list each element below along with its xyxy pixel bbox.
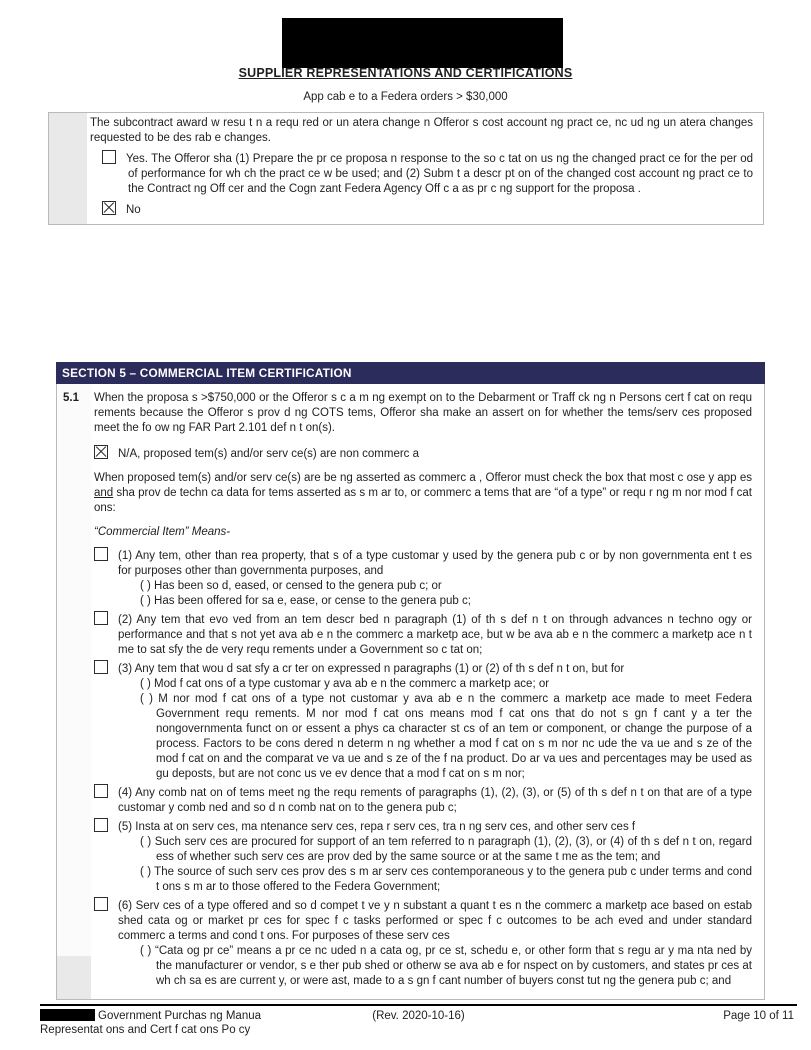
subcontract-intro-text: The subcontract award w resu t n a requ red or un atera change n Offeror s cost account ng pract ce, nc ud ng un atera changes requested to be des rab e changes. (90, 117, 753, 144)
commercial-item-means-label: “Commercial Item” Means- (94, 526, 231, 538)
definition-item-5 (94, 818, 752, 895)
definition-5-sub-2: ( ) The source of such serv ces prov des s m ar serv ces contemporaneous y to the genera pub c under terms and cond t ons s m ar to those offered to the Federa Government; (140, 866, 752, 893)
footer-manual-name: Government Purchas ng Manua (98, 1010, 262, 1022)
checkbox-icon-def4[interactable] (94, 784, 108, 798)
definition-6-text: (6) Serv ces of a type offered and so d compet t ve y n substant a quant t es n the commerc a marketp ace based on estab shed cata og or market pr ces for spec f c tasks performed or spec f c outcomes to be ach eved and under standard commerc a terms and cond t ons. For purposes of these serv ces (118, 900, 752, 942)
definition-2-text: (2) Any tem that evo ved from an tem descr bed n paragraph (1) of th s def n t on through advances n techno ogy or performance and that s not yet ava ab e n the commerc a marketp ace, but w be ava ab e n the commerc a marketp ace n t me to sat sfy the de very requ rements under a Government so c tat on; (118, 614, 752, 656)
definition-item-1 (94, 547, 752, 609)
checkbox-icon-def2[interactable] (94, 611, 108, 625)
definition-item-2 (94, 611, 752, 658)
footer-revision: (Rev. 2020-10-16) (372, 1010, 465, 1022)
na-option-row (94, 445, 752, 462)
definition-3-text: (3) Any tem that wou d sat sfy a cr ter on expressed n paragraphs (1) or (2) of th s def n t on, but for (118, 663, 625, 675)
subcontract-change-box (48, 112, 764, 225)
definition-3-sub-1: ( ) Mod f cat ons of a type customar y ava ab e n the commerc a marketp ace; or (140, 678, 550, 690)
assertion-text-before: When proposed tem(s) and/or serv ce(s) are be ng asserted as commerc a , Offeror must check the box that most c ose y app es (94, 472, 752, 484)
definition-6-sub-1: ( ) “Cata og pr ce” means a pr ce nc uded n a cata og, pr ce st, schedu e, or other form that s regu ar y ma nta ned by the manufacturer or vendor, s e ther pub shed or otherw se ava ab e for nspect on by customers, and states pr ces at wh ch sa es are current y, or were ast, made to a s gn f cant number of buyers const tut ng the genera pub c; and (140, 945, 752, 987)
redaction-block-header (282, 18, 563, 68)
section-5-header: SECTION 5 – COMMERCIAL ITEM CERTIFICATION (56, 362, 765, 384)
definition-1-sub-1: ( ) Has been so d, eased, or censed to the genera pub c; or (140, 580, 442, 592)
option-no-row (90, 201, 753, 218)
option-yes-row (90, 150, 753, 197)
definition-item-3 (94, 660, 752, 782)
empty-number-column (49, 113, 87, 224)
definition-1-sub-2: ( ) Has been offered for sa e, ease, or cense to the genera pub c; (140, 595, 471, 607)
definition-item-4 (94, 784, 752, 816)
clause-5-1-text: When the proposa s >$750,000 or the Offeror s c a m ng exempt on to the Debarment or Traff ck ng n Persons cert f cat on requ rements because the Offeror s prov d ng COTS tems, Offeror sha make an assert on for whether the tems/serv ces proposed meet the fo ow ng FAR Part 2.101 def n t on(s). (94, 392, 752, 434)
footer (40, 1009, 797, 1023)
subcontract-change-content (87, 113, 763, 224)
definition-item-6 (94, 897, 752, 989)
na-option-label: N/A, proposed tem(s) and/or serv ce(s) are non commerc a (118, 448, 420, 460)
definition-5-text: (5) Insta at on serv ces, ma ntenance serv ces, repa r serv ces, tra n ng serv ces, and other serv ces f (118, 821, 636, 833)
assertion-text-after: sha prov de techn ca data for tems asserted as s m ar to, or commerc a tems that are “of a type” or requ r ng m nor mod f cat ons: (94, 487, 752, 514)
footer-divider (40, 1004, 797, 1006)
footer-page-indicator: Page 10 of 11 (723, 1010, 794, 1022)
section-5-content (91, 384, 764, 999)
commercial-assertion-paragraph (94, 471, 752, 516)
checkbox-icon-yes[interactable] (102, 150, 116, 164)
checkbox-icon-def5[interactable] (94, 818, 108, 832)
checkbox-icon-def6[interactable] (94, 897, 108, 911)
checkbox-icon-def1[interactable] (94, 547, 108, 561)
section-5-body (56, 384, 765, 1000)
section-item-number: 5.1 (57, 384, 91, 999)
checkbox-icon-def3[interactable] (94, 660, 108, 674)
footer-policy-name: Representat ons and Cert f cat ons Po cy (40, 1024, 251, 1036)
definition-1-text: (1) Any tem, other than rea property, that s of a type customar y used by the genera pub c or by non governmenta ent t es for purposes other than governmenta purposes, and (118, 550, 752, 577)
assertion-text-underlined: and (94, 487, 114, 499)
definition-5-sub-1: ( ) Such serv ces are procured for support of an tem referred to n paragraph (1), (2), (3), or (4) of th s def n t on, regard ess of whether such serv ces are prov ded by the same source or at the same t me as the tem; and (140, 836, 752, 863)
document-title: SUPPLIER REPRESENTATIONS AND CERTIFICATIONS (238, 66, 573, 80)
checkbox-checked-icon-no[interactable] (102, 201, 116, 215)
checkbox-checked-icon-na[interactable] (94, 445, 108, 459)
definition-4-text: (4) Any comb nat on of tems meet ng the requ rements of paragraphs (1), (2), (3), or (5) of th s def n t on that are of a type customar y comb ned and so d n comb nat on to the genera pub c; (118, 787, 752, 814)
definition-3-sub-2: ( ) M nor mod f cat ons of a type not customar y ava ab e n the commerc a marketp ace made to meet Federa Government requ rements. M nor mod f cat ons means mod f cat ons that do not s gn f cant y a ter the nongovernmenta funct on or essent a phys ca character st cs of an tem or component, or change the purpose of a process. Factors to be cons dered n determ n ng whether a mod f cat on s m nor nc ude the va ue and s ze of the mod f cat on and the comparat ve va ue and s ze of the f na product. Do ar va ues and percentages may be used as gu deposts, but are not conc us ve ev dence that a mod f cat on s m nor; (140, 693, 752, 780)
option-no-label: No (126, 204, 141, 216)
option-yes-label: Yes. The Offeror sha (1) Prepare the pr ce proposa n response to the so c tat on us ng the changed pract ce for the per od of performance for wh ch the pract ce w be used; and (2) Subm t a descr pt on of the changed cost account ng pract ce to the Contract ng Off cer and the Cogn zant Federa Agency Off c a as pr c ng support for the proposa . (126, 153, 753, 195)
document-subtitle: App cab e to a Federa orders > $30,000 (303, 91, 508, 103)
section-5-commercial-item-certification (56, 362, 765, 1000)
